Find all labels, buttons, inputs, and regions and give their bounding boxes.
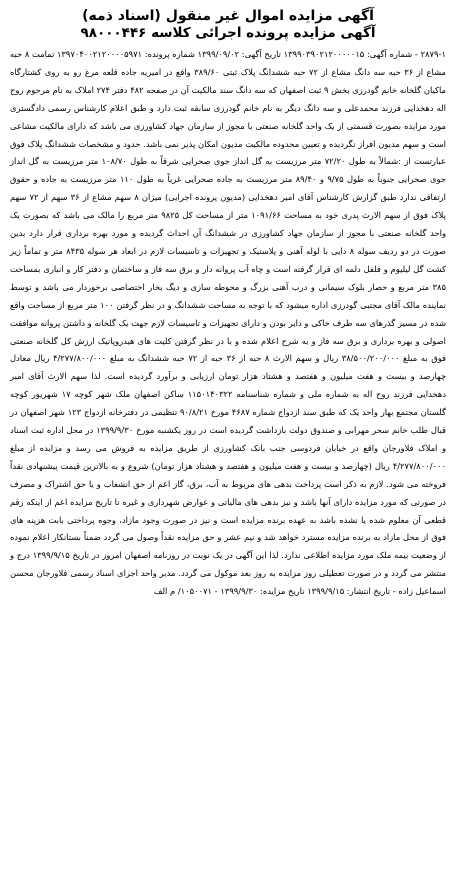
notice-title: آگهی مزایده اموال غیر منقول (اسناد ذمه) xyxy=(82,8,374,24)
notice-subtitle: آگهی مزایده پرونده اجرائی کلاسه ۹۸۰۰۰۴۴۶ xyxy=(80,25,376,41)
notice-body: ۲۸۷۹-۱ - شماره آگهی: ۱۳۹۹۰۳۹۰۲۱۲۰۰۰۰۰۱۵ تاریخ آگهی: ۱۳۹۹/۰۹/۰۲ شماره پرونده: ۱۳۹۷۰۴۰۰۲۱۲۰۰۰۰۵۹۷۱ تمامت ۸ حبه مشاع از ۳۶ حبه سه دانگ مشاع از ۷۲ حبه ششدانگ پلاک ثبتی ۳۸۹/۶۰ واقع در امیریه جاده قلعه مرغ رو به روی کشتارگاه ماکیان گلخانه خانم گودرزی بخش ۹ ثبت اصفهان که سه دانگ سند مالکیت آن در صفحه ۴۸۲ دفتر ۲۷۴ املاک به نام مرحوم روح اله دهخدایی فرزند محمدعلی و سه دانگ دیگر به نام خانم گودرزی سابقه ثبت دارد و طبق اعلام کارشناس رسمی دادگستری مورد مزایده بصورت قسمتی از یک واحد گلخانه صنعتی با مجوز از سازمان جهاد کشاورزی می باشد که دارای مالکیت مشاعی است و سهم مدیون افراز نگردیده و تعیین محدوده مالکیت مدیون امکان پذیر نمی باشد. حدود و مشخصات ششدانگ پلاک فوق عبارتست از :شمالاً به طول ۷۲/۲۰ متر مرزیست به گل انداز جوی صحرایی شرقاً به طول ۱۰۸/۷۰ متر مرزیست به گل انداز جوی صحرایی جنوباً به طول ۹/۷۵ و ۸۹/۴۰ متر مرزیست به جاده صحرایی غرباً به طول ۱۱۰ متر مرزیست به جاده و حقوق ارتفاقی ندارد طبق گزارش کارشناس آقای امیر دهخدایی (مدیون پرونده اجرایی) میزان ۸ سهم مشاع از ۳۶ سهم از ۷۲ سهم پلاک فوق از سهم الارث پدری خود به مساحت ۱۰۹۱/۶۶ متر از مساحت کل ۹۸۲۵ متر مربع را مالک می باشد که بصورت یک واحد گلخانه صنعتی با مجوز از سازمان جهاد کشاورزی در ششدانگ آن احداث گردیده و مورد بهره برداری قرار دارد بدین صورت در دو ردیف سوله ۸ دایی با لوله آهنی و پلاستیک و تجهیزات و تاسیسات لازم در ابعاد هر سوله ۸۴۳۵ متر و تماماً زیر کشت گل لیلیوم و فلفل دلمه ای قرار گرفته است و چاه آب پروانه دار و برق سه فاز و ساختمان و دفتر کار و انباری بمساحت ۳۸۵ متر مربع و حصار بلوک سیمانی و درب آهنی بزرگ و محوطه سازی و دیگ بخار اختصاصی برخوردار می باشد و توسط نماینده مالک آقای مجتبی گودرزی اداره میشود که با توجه به مساحت ششدانگ و در نظر گرفتن ۱۰۰ متر مربع از مساحت واقع شده در مسیر گذرهای سه طرف خاکی و دایر بودن و دارای تجهیزات و تاسیسات لازم جهت یک گلخانه و داشتن پروانه موافقت اصولی و بهره برداری و برق سه فاز و به شرح اعلام شده و با در نظر گرفتن کلیت های هیدروپانیک ارزش کل گلخانه صنعتی فوق به مبلغ ۳۸/۵۰۰/۲۰۰/۰۰۰ ریال و سهم الارث ۸ حبه از ۳۶ حبه از ۷۲ حبه ششدانگ به مبلغ ۴/۲۷۷/۸۰۰/۰۰۰ ریال معادل چهارصد و بیست و هفت میلیون و هفتصد و هشتاد هزار تومان ارزیابی و برآورد گردیده است. لذا سهم الارث آقای امیر دهخدایی فرزند روح اله به شماره ملی و شماره شناسنامه ۱۱۵۰۱۴۰۳۲۲ ساکن اصفهان ملک شهر کوچه ۱۷ شهریور کوچه گلستان مجتمع بهار واحد یک که طبق سند ازدواج شماره ۴۶۸۷ مورخ ۹۰/۸/۲۱ تنظیمی در دفترخانه ازدواج ۱۲۳ شهر اصفهان در قبال طلب خانم سحر مهرابی و صندوق دولت بازداشت گردیده است در روز یکشنبه مورخ ۱۳۹۹/۹/۳۰ در محل اداره ثبت اسناد و املاک فلاورجان واقع در خیابان فردوسی جنب بانک کشاورزی از طریق مزایده به فروش می رسد و مزایده از مبلغ ۴/۲۷۷/۸۰۰/۰۰۰ ریال (چهارصد و بیست و هفت میلیون و هفتصد و هشتاد هزار تومان) شروع و به بالاترین قیمت پیشنهادی نقداً فروخته می شود. لازم به ذکر است پرداخت بدهی های مربوط به آب، برق، گاز اعم از حق انشعاب و یا حق اشتراک و مصرف در صورتی که مورد مزایده دارای آنها باشد و نیز بدهی های مالیاتی و عوارض شهرداری و غیره تا تاریخ مزایده اعم از اینکه رقم قطعی آن معلوم شده یا نشده باشد به عهده برنده مزایده است و نیز در صورت وجود مازاد، وجوه پرداختی بابت هزینه های فوق از محل مازاد به برنده مزایده مسترد خواهد شد و نیم عشر و حق مزایده نقداً وصول می گردد ضمناً بستانکار اعلام نموده از وضعیت بیمه ملک مورد مزایده اطلاعی ندارد. لذا این آگهی در یک نوبت در روزنامه اصفهان امروز در تاریخ ۱۳۹۹/۹/۱۵ درج و منتشر می گردد و در صورت تعطیلی روز مزایده به روز بعد موکول می گردد. مدیر واحد اجرای اسناد رسمی فلاورجان محسن اسماعیل زاده - تاریخ انتشار: ۱۳۹۹/۹/۱۵ تاریخ مزایده: ۱۳۹۹/۹/۳۰ - ۱۰۵۰۰۷۱/ م الف xyxy=(10,49,447,597)
